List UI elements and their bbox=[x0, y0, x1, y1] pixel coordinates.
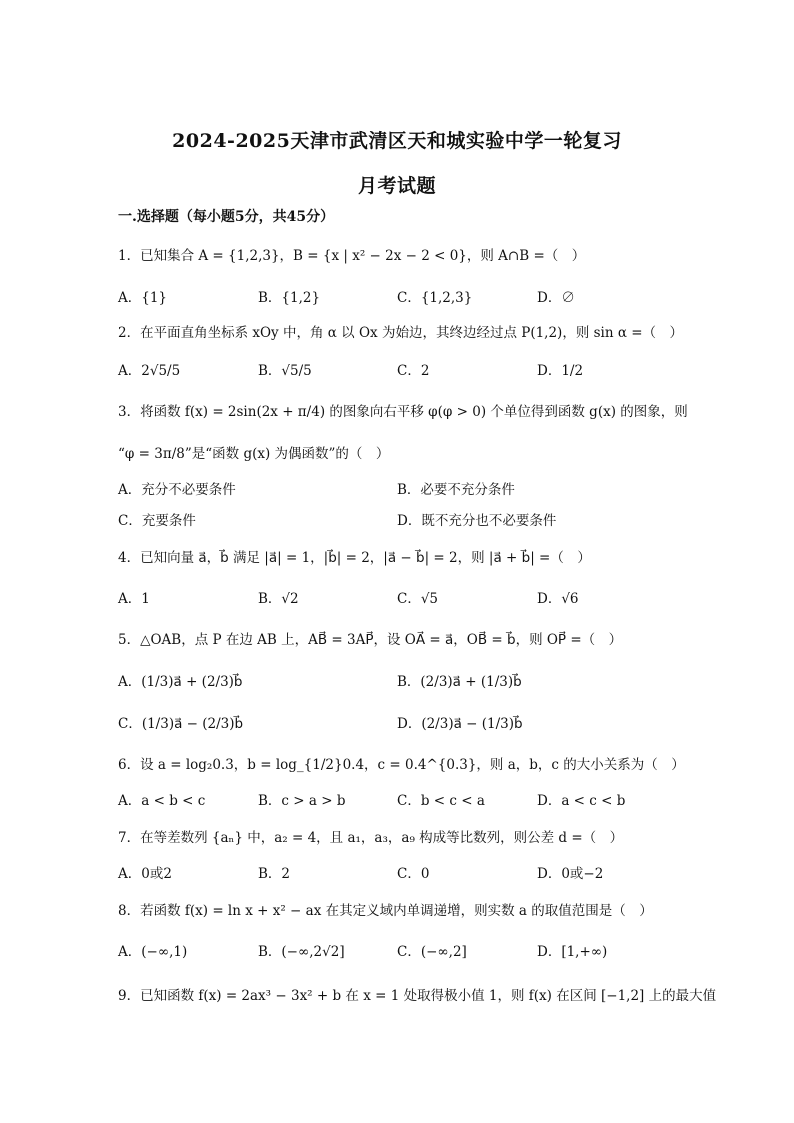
q5-option-c: C．(1/3)a⃗ − (2/3)b⃗ bbox=[118, 716, 244, 732]
q5-option-b: B．(2/3)a⃗ + (1/3)b⃗ bbox=[397, 674, 522, 690]
section-heading: 一.选择题（每小题5分，共45分） bbox=[118, 209, 335, 225]
question-1-stem: 1．已知集合 A = {1,2,3}，B = {x | x² − 2x − 2 < 0}，则 A∩B =（ ） bbox=[118, 248, 586, 264]
q6-option-d: D．a < c < b bbox=[537, 793, 626, 809]
question-4-stem: 4．已知向量 a⃗，b⃗ 满足 |a⃗| = 1，|b⃗| = 2，|a⃗ − b⃗| = 2，则 |a⃗ + b⃗| =（ ） bbox=[118, 550, 591, 566]
q2-option-a: A．2√5/5 bbox=[118, 363, 181, 379]
q1-option-c: C．{1,2,3} bbox=[397, 290, 473, 306]
question-5-stem: 5．△OAB，点 P 在边 AB 上，AB⃗ = 3AP⃗，设 OA⃗ = a⃗，OB⃗ = b⃗，则 OP⃗ =（ ） bbox=[118, 632, 623, 648]
q4-option-a: A．1 bbox=[118, 591, 150, 607]
q7-option-a: A．0或2 bbox=[118, 866, 172, 882]
q6-option-b: B．c > a > b bbox=[258, 793, 346, 809]
question-2-stem: 2．在平面直角坐标系 xOy 中，角 α 以 Ox 为始边，其终边经过点 P(1,2)，则 sin α =（ ） bbox=[118, 325, 684, 341]
q8-option-a: A．(−∞,1) bbox=[118, 944, 188, 960]
question-8-stem: 8．若函数 f(x) = ln x + x² − ax 在其定义域内单调递增，则实数 a 的取值范围是（ ） bbox=[118, 903, 653, 919]
question-6-stem: 6．设 a = log₂0.3，b = log_{1/2}0.4，c = 0.4^{0.3}，则 a，b，c 的大小关系为（ ） bbox=[118, 757, 685, 773]
exam-title: 2024-2025天津市武清区天和城实验中学一轮复习 bbox=[172, 130, 622, 152]
q7-option-c: C．0 bbox=[397, 866, 430, 882]
q3-option-d: D．既不充分也不必要条件 bbox=[397, 513, 557, 529]
q3-option-c: C．充要条件 bbox=[118, 513, 196, 529]
question-9-stem: 9．已知函数 f(x) = 2ax³ − 3x² + b 在 x = 1 处取得极小值 1，则 f(x) 在区间 [−1,2] 上的最大值 bbox=[118, 988, 717, 1004]
q8-option-c: C．(−∞,2] bbox=[397, 944, 467, 960]
q1-option-a: A．{1} bbox=[118, 290, 168, 306]
q2-option-b: B．√5/5 bbox=[258, 363, 312, 379]
q3-option-b: B．必要不充分条件 bbox=[397, 482, 515, 498]
q5-option-a: A．(1/3)a⃗ + (2/3)b⃗ bbox=[118, 674, 243, 690]
q5-option-d: D．(2/3)a⃗ − (1/3)b⃗ bbox=[397, 716, 523, 732]
q8-option-b: B．(−∞,2√2] bbox=[258, 944, 345, 960]
q2-option-c: C．2 bbox=[397, 363, 430, 379]
q4-option-b: B．√2 bbox=[258, 591, 299, 607]
q2-option-d: D．1/2 bbox=[537, 363, 584, 379]
q4-option-d: D．√6 bbox=[537, 591, 579, 607]
q6-option-c: C．b < c < a bbox=[397, 793, 485, 809]
q1-option-b: B．{1,2} bbox=[258, 290, 321, 306]
exam-subtitle: 月考试题 bbox=[357, 175, 436, 197]
question-3-stem-cont: “φ = 3π/8”是“函数 g(x) 为偶函数”的（ ） bbox=[118, 446, 390, 462]
q8-option-d: D．[1,+∞) bbox=[537, 944, 608, 960]
question-3-stem: 3．将函数 f(x) = 2sin(2x + π/4) 的图象向右平移 φ(φ > 0) 个单位得到函数 g(x) 的图象，则 bbox=[118, 404, 688, 420]
q4-option-c: C．√5 bbox=[397, 591, 439, 607]
question-7-stem: 7．在等差数列 {aₙ} 中，a₂ = 4，且 a₁，a₃，a₉ 构成等比数列，则公差 d =（ ） bbox=[118, 830, 624, 846]
q7-option-d: D．0或−2 bbox=[537, 866, 604, 882]
q3-option-a: A．充分不必要条件 bbox=[118, 482, 236, 498]
q1-option-d: D．∅ bbox=[537, 290, 575, 306]
q6-option-a: A．a < b < c bbox=[118, 793, 206, 809]
q7-option-b: B．2 bbox=[258, 866, 291, 882]
